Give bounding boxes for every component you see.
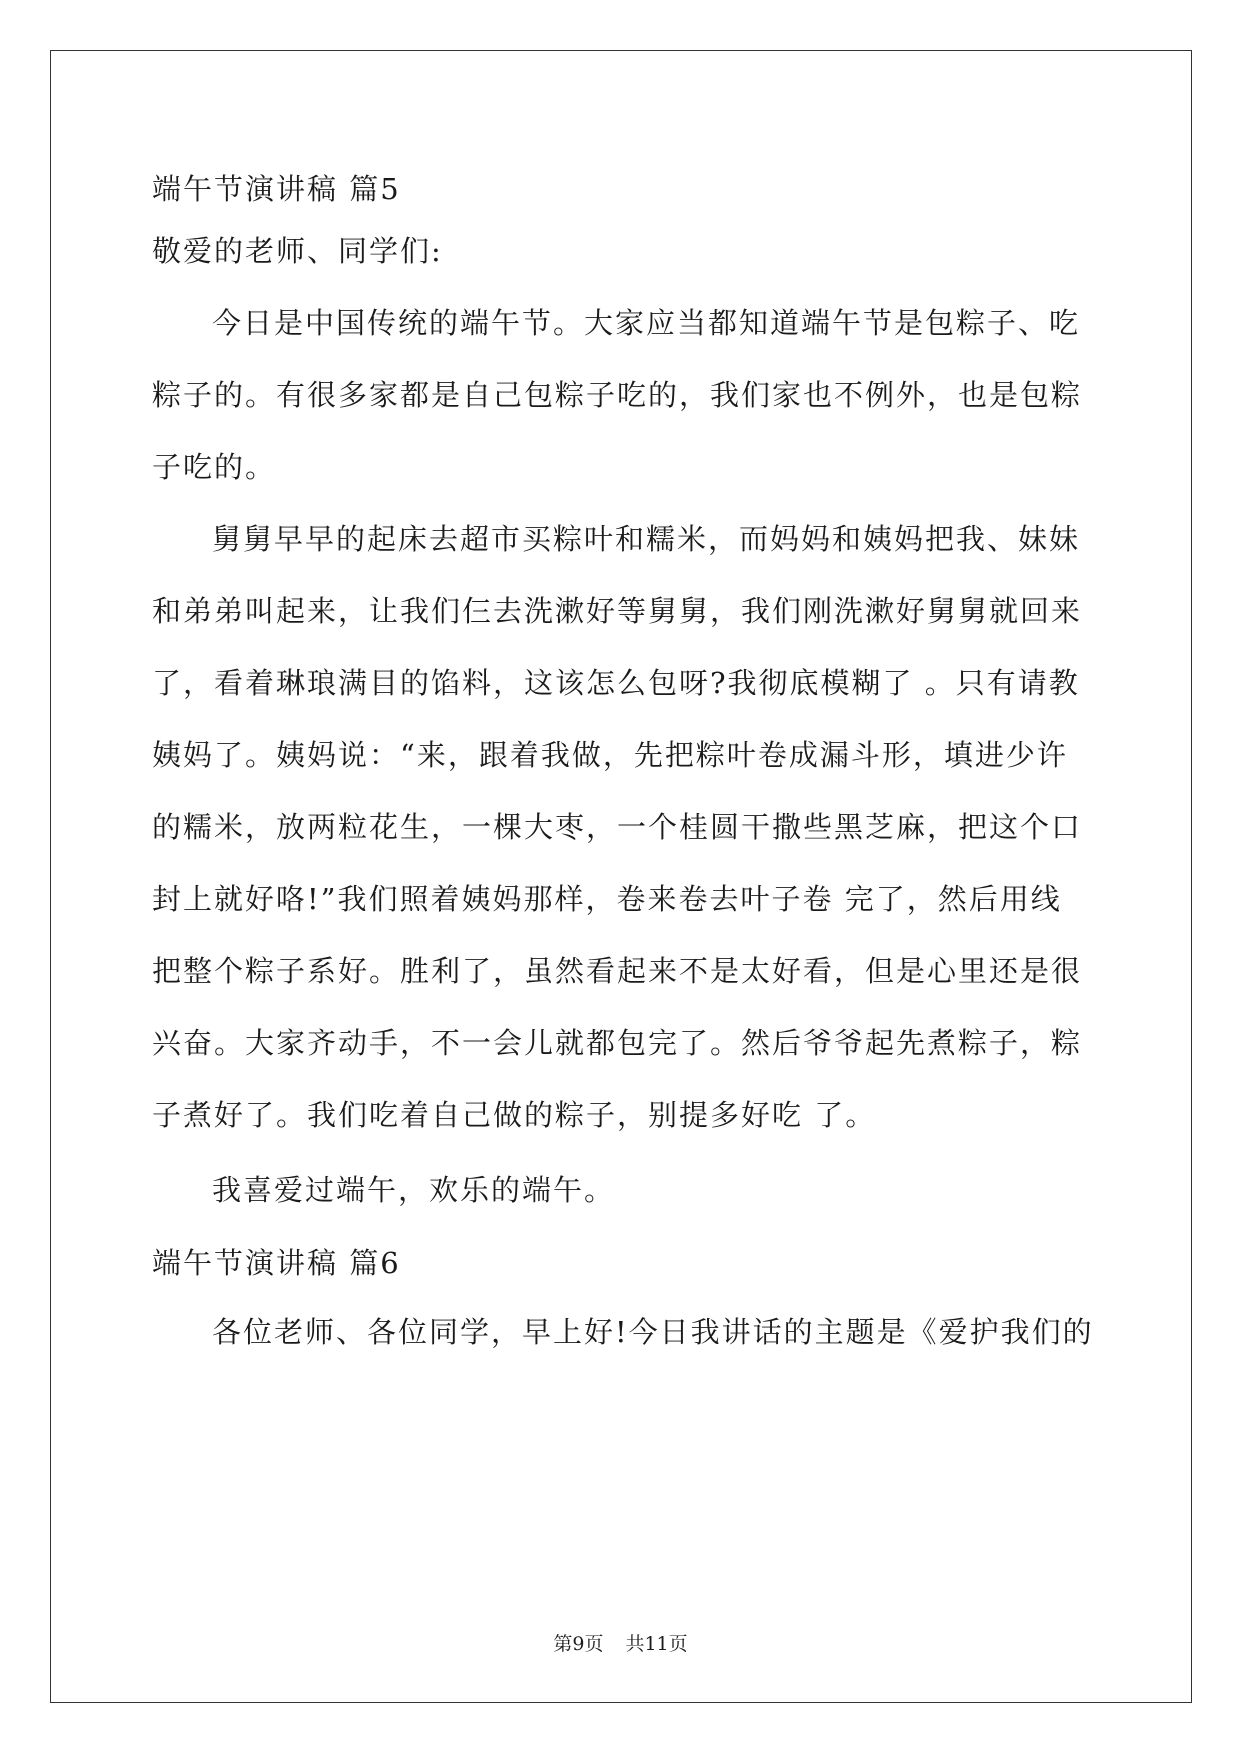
paragraph-line: 舅舅早早的起床去超市买粽叶和糯米，而妈妈和姨妈把我、妹妹 (212, 522, 1081, 556)
paragraph-line: 封上就好咯!”我们照着姨妈那样，卷来卷去叶子卷 完了，然后用线 (152, 882, 1062, 916)
paragraph-line: 的糯米，放两粒花生，一棵大枣，一个桂圆干撒些黑芝麻，把这个口 (152, 810, 1083, 844)
section-heading: 端午节演讲稿 篇6 (152, 1246, 401, 1280)
paragraph-line: 粽子的。有很多家都是自己包粽子吃的，我们家也不例外，也是包粽 (152, 378, 1083, 412)
paragraph-line: 我喜爱过端午，欢乐的端午。 (212, 1173, 616, 1207)
paragraph-line: 今日是中国传统的端午节。大家应当都知道端午节是包粽子、吃 (212, 306, 1081, 340)
paragraph-line: 姨妈了。姨妈说：“来，跟着我做，先把粽叶卷成漏斗形，填进少许 (152, 738, 1068, 772)
section-heading: 端午节演讲稿 篇5 (152, 172, 401, 206)
page-border (50, 50, 1192, 1703)
paragraph-line: 和弟弟叫起来，让我们仨去洗漱好等舅舅，我们刚洗漱好舅舅就回来 (152, 594, 1083, 628)
paragraph-line: 子煮好了。我们吃着自己做的粽子，别提多好吃 了。 (152, 1098, 877, 1132)
page-total: 共11页 (625, 1633, 688, 1655)
page-footer (0, 1632, 1241, 1656)
paragraph-line: 各位老师、各位同学，早上好!今日我讲话的主题是《爱护我们的 (212, 1315, 1094, 1349)
paragraph-line: 把整个粽子系好。胜利了，虽然看起来不是太好看，但是心里还是很 (152, 954, 1083, 988)
page-number: 第9页 (553, 1633, 604, 1655)
paragraph-line: 子吃的。 (152, 450, 277, 484)
paragraph-line: 兴奋。大家齐动手，不一会儿就都包完了。然后爷爷起先煮粽子，粽 (152, 1026, 1083, 1060)
paragraph-line: 了，看着琳琅满目的馅料，这该怎么包呀?我彻底模糊了 。只有请教 (152, 666, 1080, 700)
salutation: 敬爱的老师、同学们: (152, 234, 443, 268)
